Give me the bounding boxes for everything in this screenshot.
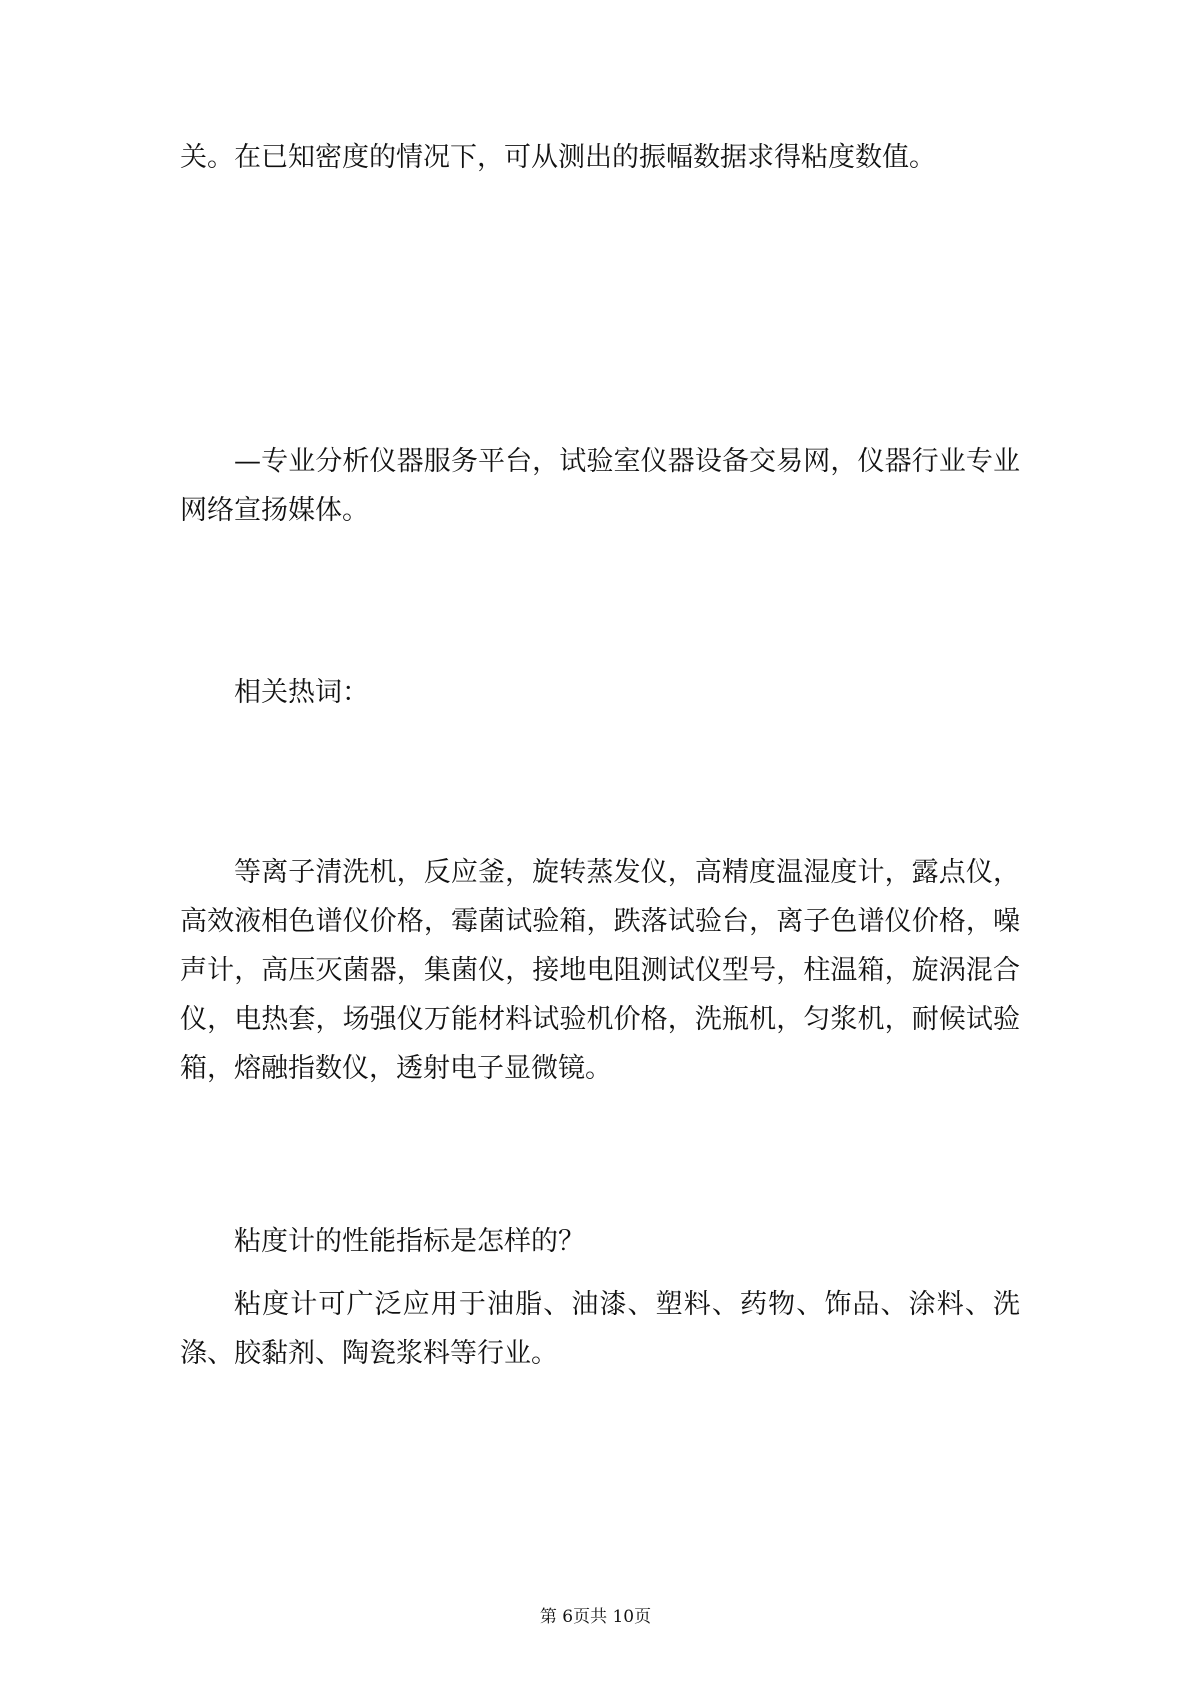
paragraph-section-question: 粘度计的性能指标是怎样的？	[234, 1226, 585, 1257]
paragraph-section-answer: 粘度计可广泛应用于油脂、油漆、塑料、药物、饰品、涂料、洗涤、胶黏剂、陶瓷浆料等行业。	[180, 1289, 1020, 1369]
paragraph-continuation: 关。在已知密度的情况下，可从测出的振幅数据求得粘度数值。	[180, 142, 936, 173]
paragraph-hot-keywords-list: 等离子清洗机，反应釜，旋转蒸发仪，高精度温湿度计，露点仪，高效液相色谱仪价格，霉菌试验箱，跌落试验台，离子色谱仪价格，噪声计，高压灭菌器，集菌仪，接地电阻测试仪型号，柱温箱，旋涡混合仪，电热套，场强仪万能材料试验机价格，洗瓶机，匀浆机，耐候试验箱，熔融指数仪，透射电子显微镜。	[180, 857, 1020, 1084]
paragraph-hot-keywords-heading: 相关热词：	[234, 677, 369, 708]
page-number-footer: 第 6页共 10页	[539, 1607, 652, 1627]
paragraph-platform-description: —专业分析仪器服务平台，试验室仪器设备交易网，仪器行业专业网络宣扬媒体。	[180, 446, 1020, 526]
